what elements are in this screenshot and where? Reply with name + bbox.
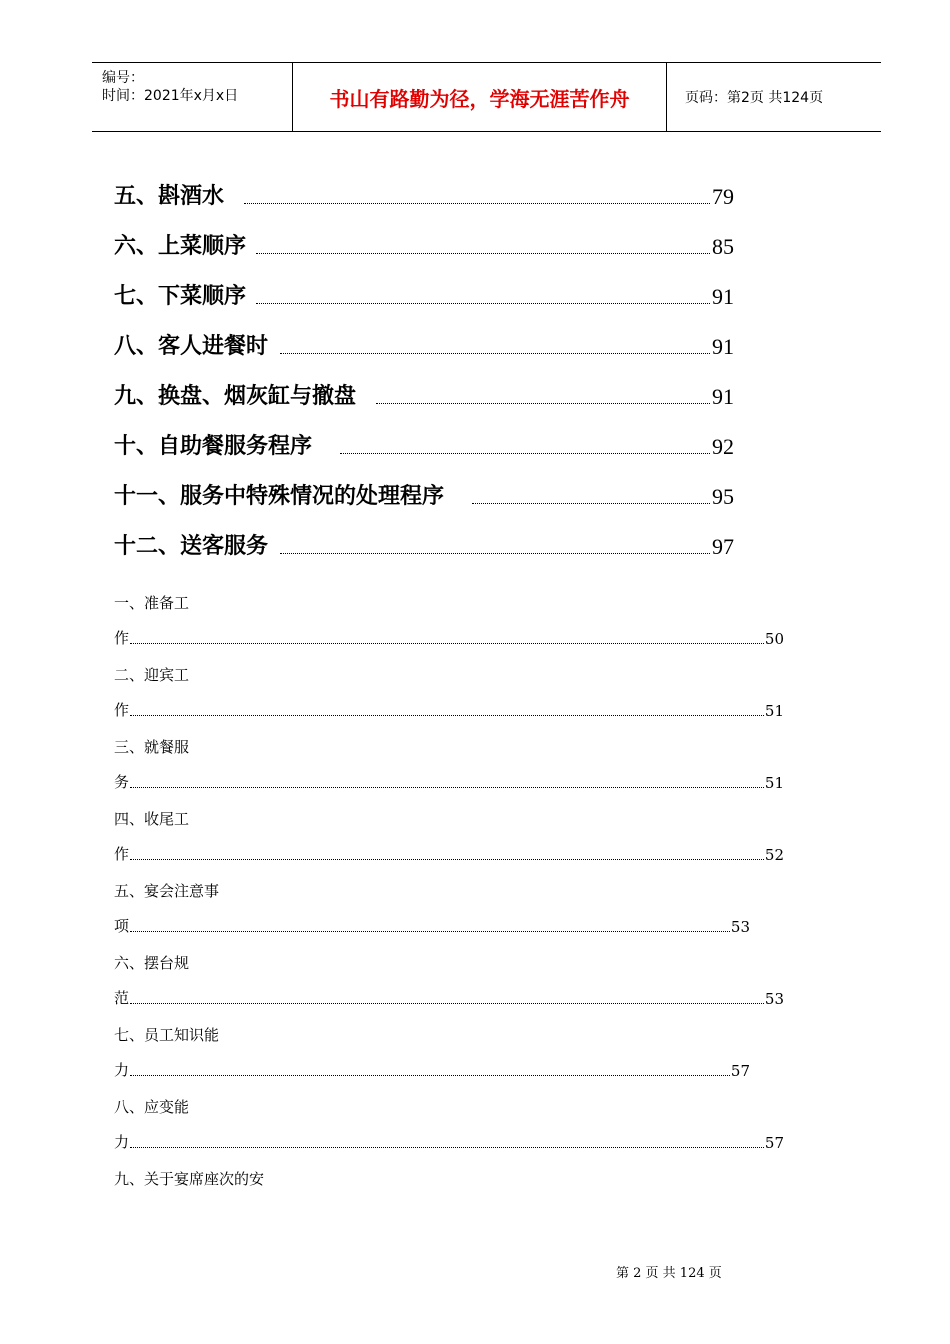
toc-major [114,164,744,564]
toc-entry-title: 一、准备工 [114,594,190,612]
toc-entry[interactable]: 作 50 [114,629,784,648]
dot-leader [280,553,710,554]
toc-entry[interactable]: 五、斟酒水 79 [114,184,734,209]
toc-entry[interactable]: 务 51 [114,773,784,792]
page-header [92,62,881,132]
toc-entry[interactable]: 六、上菜顺序 85 [114,234,734,259]
dot-leader [130,1075,730,1076]
toc-entry-title: 七、员工知识能 [114,1026,220,1044]
dot-leader [256,303,710,304]
toc-entry-title: 九、关于宴席座次的安 [114,1170,265,1188]
header-page-info: 页码：第2页 共124页 [685,90,824,106]
toc-entry[interactable]: 九、换盘、烟灰缸与撤盘 91 [114,384,734,409]
time-label: 时间：2021年x月x日 [102,88,239,104]
toc-entry[interactable]: 十、自助餐服务程序 92 [114,434,734,459]
toc-entry-title: 五、宴会注意事 [114,882,220,900]
dot-leader [130,643,764,644]
dot-leader [130,787,764,788]
toc-entry-title: 四、收尾工 [114,810,190,828]
dot-leader [244,203,710,204]
toc-entry[interactable]: 十二、送客服务 97 [114,534,734,559]
toc-entry-title: 六、摆台规 [114,954,190,972]
toc-entry[interactable]: 范 53 [114,989,784,1008]
toc-entry[interactable]: 力 57 [114,1061,750,1080]
toc-entry[interactable]: 七、下菜顺序 91 [114,284,734,309]
toc-entry[interactable]: 项 53 [114,917,750,936]
toc-entry[interactable]: 八、客人进餐时 91 [114,334,734,359]
toc-entry[interactable]: 作 52 [114,845,784,864]
dot-leader [130,859,764,860]
dot-leader [130,931,730,932]
number-label: 编号： [102,70,144,86]
dot-leader [472,503,710,504]
toc-entry[interactable]: 力 57 [114,1133,784,1152]
dot-leader [340,453,710,454]
toc-entry-title: 八、应变能 [114,1098,190,1116]
dot-leader [256,253,710,254]
toc-entry[interactable]: 十一、服务中特殊情况的处理程序 95 [114,484,734,509]
toc-entry[interactable]: 作 51 [114,701,784,720]
header-motto: 书山有路勤为径，学海无涯苦作舟 [292,63,667,131]
dot-leader [130,1003,764,1004]
dot-leader [130,715,764,716]
toc-entry-title: 二、迎宾工 [114,666,190,684]
dot-leader [376,403,710,404]
header-meta [92,63,292,131]
dot-leader [130,1147,764,1148]
toc-entry-title: 三、就餐服 [114,738,190,756]
dot-leader [280,353,710,354]
